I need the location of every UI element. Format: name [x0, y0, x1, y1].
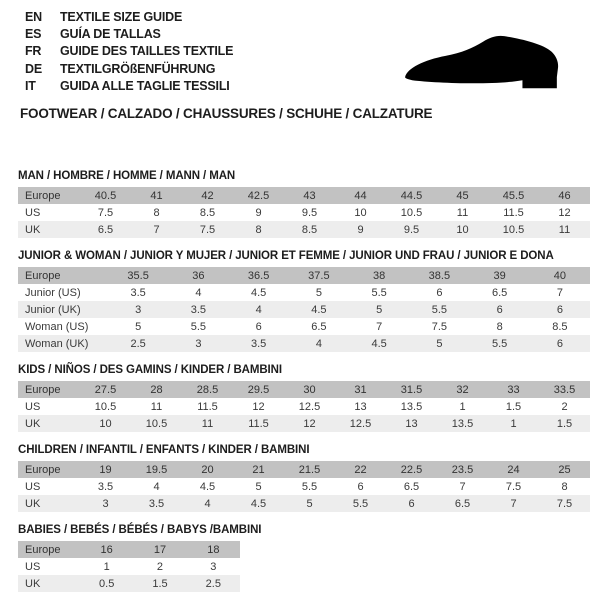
- language-label: TEXTILE SIZE GUIDE: [60, 10, 183, 24]
- size-cell: 10: [456, 223, 469, 236]
- size-cell: 8.5: [199, 206, 216, 219]
- size-cell: 5.5: [301, 480, 318, 493]
- size-cell: 3.5: [190, 303, 207, 316]
- language-row-it: [25, 78, 233, 95]
- size-cell: 7.5: [556, 497, 573, 510]
- size-table: [18, 267, 590, 352]
- table-row: [18, 204, 590, 221]
- size-table: [18, 461, 590, 512]
- row-label: US: [25, 400, 41, 413]
- size-cell: 4: [315, 337, 322, 350]
- row-label: Europe: [25, 543, 61, 556]
- size-table: [18, 541, 240, 592]
- size-cell: 4: [255, 303, 262, 316]
- category-title: FOOTWEAR / CALZADO / CHAUSSURES / SCHUHE / CALZATURE: [20, 106, 433, 121]
- size-cell: 5: [315, 286, 322, 299]
- size-cell: 13: [405, 417, 418, 430]
- size-cell: 4.5: [250, 497, 267, 510]
- size-cell: 8: [255, 223, 262, 236]
- size-cell: 11.5: [503, 206, 524, 219]
- size-cell: 3: [195, 337, 202, 350]
- row-label: Europe: [25, 189, 61, 202]
- size-section-children: [18, 444, 590, 512]
- size-cell: 23.5: [451, 463, 474, 476]
- size-cell: 21: [252, 463, 265, 476]
- table-row: [18, 381, 590, 398]
- size-cell: 12: [252, 400, 265, 413]
- size-section-babies: [18, 524, 590, 592]
- size-cell: 2: [156, 560, 164, 573]
- size-cell: 19.5: [145, 463, 168, 476]
- size-cell: 22: [354, 463, 367, 476]
- size-cell: 36: [192, 269, 205, 282]
- size-cell: 1.5: [152, 577, 168, 590]
- size-cell: 38.5: [428, 269, 451, 282]
- size-cell: 4: [153, 480, 160, 493]
- size-cell: 4: [195, 286, 202, 299]
- size-cell: 9: [357, 223, 364, 236]
- size-cell: 11: [456, 206, 469, 219]
- size-cell: 5.5: [371, 286, 387, 299]
- table-row: [18, 318, 590, 335]
- table-row: [18, 495, 590, 512]
- size-cell: 8: [496, 320, 503, 333]
- size-cell: 13.5: [451, 417, 474, 430]
- size-cell: 3: [135, 303, 142, 316]
- size-cell: 7: [510, 497, 517, 510]
- language-row-de: [25, 61, 233, 78]
- size-cell: 21.5: [298, 463, 321, 476]
- size-cell: 32: [456, 383, 469, 396]
- row-label: UK: [25, 223, 41, 236]
- size-cell: 30: [303, 383, 316, 396]
- row-label: Europe: [25, 463, 61, 476]
- size-cell: 6: [496, 303, 503, 316]
- size-cell: 5.5: [352, 497, 369, 510]
- row-label: Junior (UK): [25, 303, 81, 316]
- size-cell: 3: [210, 560, 217, 573]
- row-label: US: [25, 206, 41, 219]
- row-label: Woman (UK): [25, 337, 89, 350]
- size-cell: 12.5: [349, 417, 372, 430]
- size-cell: 33: [507, 383, 520, 396]
- size-cell: 1.5: [556, 417, 573, 430]
- size-cell: 7.5: [199, 223, 216, 236]
- size-cell: 11: [558, 223, 571, 236]
- size-cell: 1.5: [505, 400, 522, 413]
- size-cell: 3.5: [148, 497, 165, 510]
- size-cell: 1: [103, 560, 110, 573]
- size-cell: 4.5: [250, 286, 267, 299]
- row-label: US: [25, 480, 41, 493]
- table-row: [18, 284, 590, 301]
- size-cell: 37.5: [308, 269, 330, 282]
- size-cell: 7: [153, 223, 160, 236]
- size-cell: 6: [357, 480, 364, 493]
- size-cell: 12: [558, 206, 571, 219]
- size-cell: 1: [459, 400, 466, 413]
- size-cell: 11.5: [248, 417, 269, 430]
- language-code: IT: [25, 78, 36, 93]
- size-cell: 45: [456, 189, 469, 202]
- size-cell: 8.5: [552, 320, 568, 333]
- size-section-junior-woman: [18, 250, 590, 352]
- table-row: [18, 461, 590, 478]
- language-label: GUIDE DES TAILLES TEXTILE: [60, 44, 234, 59]
- section-title: CHILDREN / INFANTIL / ENFANTS / KINDER / BAMBINI: [18, 444, 310, 456]
- table-row: [18, 335, 590, 352]
- size-cell: 38: [373, 269, 386, 282]
- size-cell: 3: [102, 497, 109, 510]
- size-cell: 6.5: [491, 286, 508, 299]
- size-section-man: [18, 170, 590, 238]
- size-cell: 10.5: [400, 206, 423, 219]
- size-cell: 16: [100, 543, 113, 556]
- size-cell: 7.5: [97, 206, 114, 219]
- row-label: Europe: [25, 269, 61, 282]
- size-cell: 12.5: [298, 400, 321, 413]
- table-row: [18, 478, 590, 495]
- size-cell: 7: [459, 480, 466, 493]
- table-row: [18, 398, 590, 415]
- size-cell: 7.5: [431, 320, 448, 333]
- size-cell: 5.5: [190, 320, 207, 333]
- size-cell: 10.5: [145, 417, 168, 430]
- size-cell: 6.5: [454, 497, 471, 510]
- size-cell: 27.5: [94, 383, 117, 396]
- size-cell: 6.5: [311, 320, 327, 333]
- size-cell: 7: [376, 320, 383, 333]
- table-row: [18, 301, 590, 318]
- table-row: [18, 541, 240, 558]
- section-title: MAN / HOMBRE / HOMME / MANN / MAN: [18, 170, 236, 182]
- table-row: [18, 221, 590, 238]
- size-cell: 1: [510, 417, 517, 430]
- size-cell: 5.5: [431, 303, 448, 316]
- size-cell: 6.5: [403, 480, 420, 493]
- row-label: Junior (US): [25, 286, 81, 299]
- size-tables: [18, 170, 590, 600]
- size-cell: 3.5: [250, 337, 267, 350]
- size-cell: 19: [99, 463, 112, 476]
- size-cell: 3.5: [97, 480, 114, 493]
- size-cell: 5.5: [491, 337, 508, 350]
- size-cell: 10: [99, 417, 112, 430]
- size-cell: 10: [354, 206, 367, 219]
- size-cell: 6: [556, 337, 563, 350]
- size-cell: 33.5: [553, 383, 576, 396]
- section-title: BABIES / BEBÉS / BÉBÉS / BABYS /BAMBINI: [18, 524, 262, 536]
- language-row-es: [25, 26, 233, 43]
- dress-shoe-icon: [398, 34, 570, 94]
- language-code: FR: [25, 44, 42, 59]
- table-row: [18, 558, 240, 575]
- size-cell: 13: [354, 400, 367, 413]
- size-cell: 10.5: [502, 223, 525, 236]
- size-cell: 28.5: [196, 383, 219, 396]
- size-cell: 41: [150, 189, 163, 202]
- size-cell: 40: [553, 269, 566, 282]
- size-cell: 7: [556, 286, 563, 299]
- size-cell: 24: [507, 463, 520, 476]
- size-cell: 31: [354, 383, 367, 396]
- size-cell: 7.5: [505, 480, 522, 493]
- size-cell: 5: [255, 480, 262, 493]
- size-cell: 4: [204, 497, 211, 510]
- row-label: UK: [25, 417, 41, 430]
- size-cell: 4.5: [371, 337, 387, 350]
- size-cell: 43: [303, 189, 316, 202]
- size-cell: 9.5: [403, 223, 420, 236]
- row-label: US: [25, 560, 41, 573]
- size-cell: 20: [201, 463, 214, 476]
- size-cell: 13.5: [400, 400, 423, 413]
- size-cell: 39: [493, 269, 506, 282]
- section-title: JUNIOR & WOMAN / JUNIOR Y MUJER / JUNIOR ET FEMME / JUNIOR UND FRAU / JUNIOR E DONA: [18, 250, 554, 262]
- table-row: [18, 267, 590, 284]
- size-cell: 8.5: [301, 223, 318, 236]
- size-cell: 2.5: [130, 337, 146, 350]
- size-cell: 4.5: [199, 480, 216, 493]
- language-label: TEXTILGRÖßENFÜHRUNG: [60, 61, 216, 76]
- language-list: [25, 9, 233, 95]
- table-row: [18, 187, 590, 204]
- size-cell: 2: [561, 400, 568, 413]
- language-row-en: [25, 9, 233, 26]
- size-cell: 12: [303, 417, 316, 430]
- language-row-fr: [25, 43, 233, 60]
- row-label: Woman (US): [25, 320, 89, 333]
- row-label: Europe: [25, 383, 61, 396]
- size-cell: 3.5: [130, 286, 146, 299]
- size-cell: 2.5: [205, 577, 221, 590]
- size-cell: 5: [135, 320, 142, 333]
- size-cell: 6: [255, 320, 262, 333]
- size-cell: 45.5: [502, 189, 525, 202]
- size-cell: 44.5: [400, 189, 423, 202]
- size-section-kids: [18, 364, 590, 432]
- size-cell: 46: [558, 189, 571, 202]
- size-table: [18, 187, 590, 238]
- language-code: DE: [25, 61, 42, 76]
- size-cell: 11: [150, 400, 163, 413]
- size-cell: 29.5: [247, 383, 270, 396]
- row-label: UK: [25, 577, 41, 590]
- language-code: ES: [25, 27, 42, 42]
- size-cell: 5: [306, 497, 313, 510]
- size-cell: 31.5: [400, 383, 423, 396]
- size-cell: 9.5: [301, 206, 318, 219]
- size-cell: 44: [354, 189, 367, 202]
- table-row: [18, 575, 240, 592]
- size-cell: 9: [255, 206, 262, 219]
- size-cell: 42: [201, 189, 214, 202]
- size-cell: 4.5: [311, 303, 327, 316]
- size-cell: 28: [150, 383, 163, 396]
- size-cell: 5: [376, 303, 383, 316]
- table-row: [18, 415, 590, 432]
- size-cell: 36.5: [247, 269, 270, 282]
- row-label: UK: [25, 497, 41, 510]
- size-cell: 42.5: [247, 189, 270, 202]
- size-cell: 5: [436, 337, 443, 350]
- size-cell: 8: [153, 206, 160, 219]
- size-cell: 11.5: [197, 400, 218, 413]
- language-label: GUIDA ALLE TAGLIE TESSILI: [60, 78, 230, 93]
- size-cell: 6: [408, 497, 415, 510]
- section-title: KIDS / NIÑOS / DES GAMINS / KINDER / BAMBINI: [18, 364, 282, 376]
- size-cell: 35.5: [127, 269, 149, 282]
- size-cell: 18: [207, 543, 220, 556]
- size-cell: 17: [153, 543, 167, 556]
- size-cell: 6: [436, 286, 443, 299]
- size-table: [18, 381, 590, 432]
- size-cell: 40.5: [94, 189, 117, 202]
- size-cell: 10.5: [94, 400, 117, 413]
- language-label: GUÍA DE TALLAS: [60, 27, 161, 42]
- size-cell: 0.5: [99, 577, 115, 590]
- size-cell: 22.5: [400, 463, 423, 476]
- size-cell: 8: [561, 480, 568, 493]
- size-cell: 6.5: [97, 223, 114, 236]
- size-cell: 11: [201, 417, 214, 430]
- size-cell: 25: [558, 463, 571, 476]
- size-cell: 6: [556, 303, 563, 316]
- language-code: EN: [25, 10, 42, 24]
